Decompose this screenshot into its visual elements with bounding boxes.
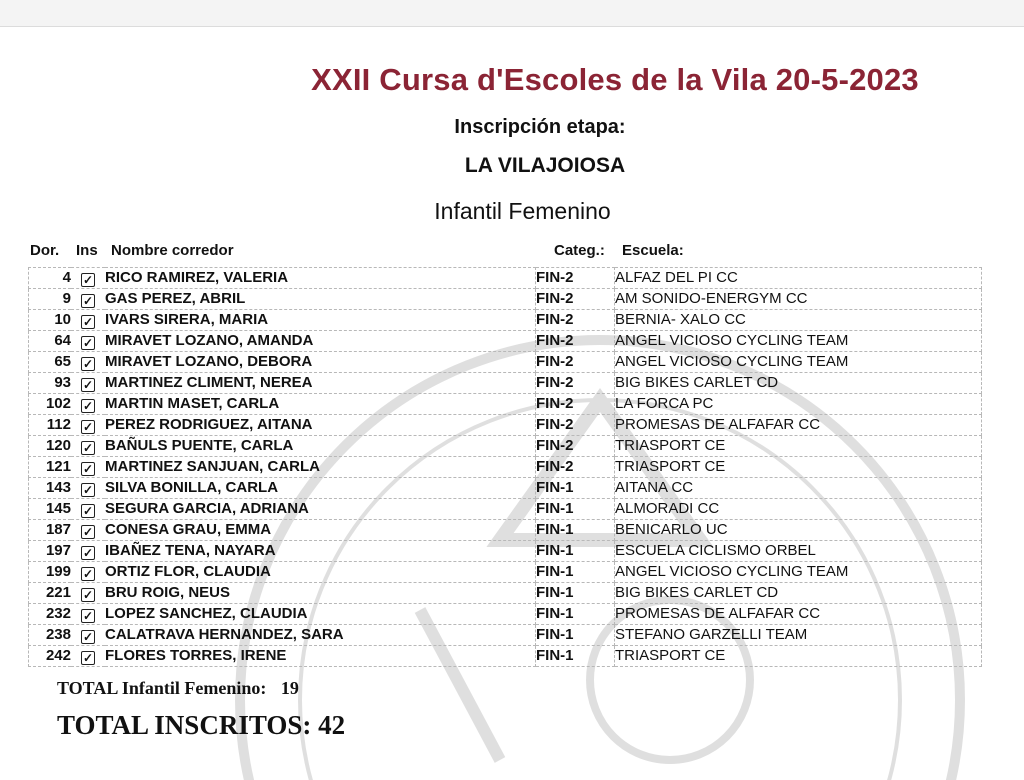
registered-check (71, 331, 105, 352)
column-header-school: Escuela: (622, 242, 684, 259)
registered-check (71, 352, 105, 373)
rider-school: ALMORADI CC (615, 499, 982, 520)
rider-name: SILVA BONILLA, CARLA (105, 478, 536, 499)
registered-check (71, 415, 105, 436)
category-name: Infantil Femenino (434, 198, 611, 224)
registered-check (71, 583, 105, 604)
bib-number: 93 (29, 373, 72, 394)
rider-name: GAS PEREZ, ABRIL (105, 289, 536, 310)
checkbox-checked-icon: ✓ (82, 294, 94, 308)
rider-name: FLORES TORRES, IRENE (105, 646, 536, 667)
overall-total (57, 710, 345, 741)
column-header-ins: Ins (76, 242, 98, 259)
rider-name: PEREZ RODRIGUEZ, AITANA (105, 415, 536, 436)
page-title: XXII Cursa d'Escoles de la Vila 20-5-2023 (311, 62, 919, 97)
category-total-count: 19 (280, 678, 299, 698)
rider-name: CONESA GRAU, EMMA (105, 520, 536, 541)
category-total (57, 678, 299, 699)
rider-category: FIN-1 (536, 541, 615, 562)
registered-check (71, 394, 105, 415)
table-row (29, 352, 982, 373)
rider-category: FIN-2 (536, 310, 615, 331)
bib-number: 112 (29, 415, 72, 436)
rider-category: FIN-2 (536, 352, 615, 373)
registered-check (71, 478, 105, 499)
rider-name: CALATRAVA HERNANDEZ, SARA (105, 625, 536, 646)
rider-name: MARTINEZ SANJUAN, CARLA (105, 457, 536, 478)
checkbox-checked-icon: ✓ (82, 399, 94, 413)
checkbox-checked-icon: ✓ (82, 651, 94, 665)
rider-school: BENICARLO UC (615, 520, 982, 541)
registered-check (71, 310, 105, 331)
bib-number: 145 (29, 499, 72, 520)
registered-check (71, 541, 105, 562)
registered-check (71, 436, 105, 457)
rider-category: FIN-2 (536, 415, 615, 436)
rider-school: ANGEL VICIOSO CYCLING TEAM (615, 331, 982, 352)
table-row (29, 562, 982, 583)
overall-total-label: TOTAL INSCRITOS: (57, 710, 312, 740)
checkbox-checked-icon: ✓ (82, 504, 94, 518)
rider-school: ANGEL VICIOSO CYCLING TEAM (615, 562, 982, 583)
registered-check (71, 373, 105, 394)
rider-category: FIN-2 (536, 373, 615, 394)
bib-number: 121 (29, 457, 72, 478)
table-row (29, 289, 982, 310)
table-row (29, 331, 982, 352)
rider-category: FIN-1 (536, 583, 615, 604)
rider-school: TRIASPORT CE (615, 457, 982, 478)
checkbox-checked-icon: ✓ (82, 546, 94, 560)
registered-check (71, 562, 105, 583)
registered-check (71, 457, 105, 478)
registered-check (71, 268, 105, 289)
bib-number: 143 (29, 478, 72, 499)
column-header-categ: Categ.: (554, 242, 605, 259)
column-header-dor: Dor. (30, 242, 60, 259)
registrations-table (28, 267, 982, 667)
category-total-label: TOTAL Infantil Femenino: (57, 678, 267, 698)
table-row (29, 646, 982, 667)
bib-number: 102 (29, 394, 72, 415)
rider-school: BERNIA- XALO CC (615, 310, 982, 331)
bib-number: 4 (29, 268, 72, 289)
rider-category: FIN-2 (536, 289, 615, 310)
checkbox-checked-icon: ✓ (82, 336, 94, 350)
rider-name: SEGURA GARCIA, ADRIANA (105, 499, 536, 520)
rider-category: FIN-1 (536, 646, 615, 667)
table-row (29, 394, 982, 415)
column-header-name: Nombre corredor (111, 242, 234, 259)
registered-check (71, 604, 105, 625)
table-row (29, 457, 982, 478)
rider-school: ESCUELA CICLISMO ORBEL (615, 541, 982, 562)
rider-school: ALFAZ DEL PI CC (615, 268, 982, 289)
registered-check (71, 499, 105, 520)
rider-name: MIRAVET LOZANO, DEBORA (105, 352, 536, 373)
rider-category: FIN-2 (536, 457, 615, 478)
rider-school: AM SONIDO-ENERGYM CC (615, 289, 982, 310)
rider-school: PROMESAS DE ALFAFAR CC (615, 415, 982, 436)
table-row (29, 268, 982, 289)
rider-name: RICO RAMIREZ, VALERIA (105, 268, 536, 289)
table-row (29, 499, 982, 520)
checkbox-checked-icon: ✓ (82, 441, 94, 455)
rider-name: MIRAVET LOZANO, AMANDA (105, 331, 536, 352)
bib-number: 242 (29, 646, 72, 667)
checkbox-checked-icon: ✓ (82, 525, 94, 539)
rider-school: STEFANO GARZELLI TEAM (615, 625, 982, 646)
rider-category: FIN-2 (536, 268, 615, 289)
rider-category: FIN-1 (536, 604, 615, 625)
rider-school: TRIASPORT CE (615, 646, 982, 667)
rider-school: BIG BIKES CARLET CD (615, 583, 982, 604)
checkbox-checked-icon: ✓ (82, 483, 94, 497)
registered-check (71, 646, 105, 667)
registered-check (71, 625, 105, 646)
bib-number: 120 (29, 436, 72, 457)
rider-name: BRU ROIG, NEUS (105, 583, 536, 604)
checkbox-checked-icon: ✓ (82, 420, 94, 434)
rider-name: MARTINEZ CLIMENT, NEREA (105, 373, 536, 394)
browser-top-bar (0, 0, 1024, 27)
rider-name: IVARS SIRERA, MARIA (105, 310, 536, 331)
checkbox-checked-icon: ✓ (82, 378, 94, 392)
rider-category: FIN-1 (536, 562, 615, 583)
rider-category: FIN-1 (536, 499, 615, 520)
checkbox-checked-icon: ✓ (82, 588, 94, 602)
rider-school: BIG BIKES CARLET CD (615, 373, 982, 394)
table-row (29, 478, 982, 499)
rider-name: ORTIZ FLOR, CLAUDIA (105, 562, 536, 583)
rider-school: PROMESAS DE ALFAFAR CC (615, 604, 982, 625)
bib-number: 197 (29, 541, 72, 562)
registered-check (71, 520, 105, 541)
bib-number: 187 (29, 520, 72, 541)
checkbox-checked-icon: ✓ (82, 567, 94, 581)
rider-school: LA FORCA PC (615, 394, 982, 415)
table-row (29, 373, 982, 394)
bib-number: 65 (29, 352, 72, 373)
rider-category: FIN-1 (536, 520, 615, 541)
rider-school: TRIASPORT CE (615, 436, 982, 457)
rider-name: MARTIN MASET, CARLA (105, 394, 536, 415)
bib-number: 232 (29, 604, 72, 625)
rider-category: FIN-1 (536, 478, 615, 499)
bib-number: 10 (29, 310, 72, 331)
table-row (29, 604, 982, 625)
checkbox-checked-icon: ✓ (82, 273, 94, 287)
bib-number: 64 (29, 331, 72, 352)
checkbox-checked-icon: ✓ (82, 630, 94, 644)
overall-total-count: 42 (318, 710, 346, 740)
rider-name: BAÑULS PUENTE, CARLA (105, 436, 536, 457)
checkbox-checked-icon: ✓ (82, 462, 94, 476)
rider-category: FIN-2 (536, 331, 615, 352)
table-row (29, 436, 982, 457)
bib-number: 221 (29, 583, 72, 604)
table-row (29, 415, 982, 436)
stage-label: Inscripción etapa: (454, 116, 626, 138)
table-row (29, 583, 982, 604)
rider-category: FIN-2 (536, 394, 615, 415)
checkbox-checked-icon: ✓ (82, 609, 94, 623)
rider-name: IBAÑEZ TENA, NAYARA (105, 541, 536, 562)
rider-category: FIN-2 (536, 436, 615, 457)
bib-number: 199 (29, 562, 72, 583)
rider-category: FIN-1 (536, 625, 615, 646)
table-row (29, 541, 982, 562)
checkbox-checked-icon: ✓ (82, 357, 94, 371)
bib-number: 238 (29, 625, 72, 646)
table-row (29, 310, 982, 331)
rider-school: ANGEL VICIOSO CYCLING TEAM (615, 352, 982, 373)
table-row (29, 625, 982, 646)
rider-school: AITANA CC (615, 478, 982, 499)
rider-name: LOPEZ SANCHEZ, CLAUDIA (105, 604, 536, 625)
stage-name: LA VILAJOIOSA (464, 154, 626, 177)
checkbox-checked-icon: ✓ (82, 315, 94, 329)
registered-check (71, 289, 105, 310)
bib-number: 9 (29, 289, 72, 310)
table-row (29, 520, 982, 541)
